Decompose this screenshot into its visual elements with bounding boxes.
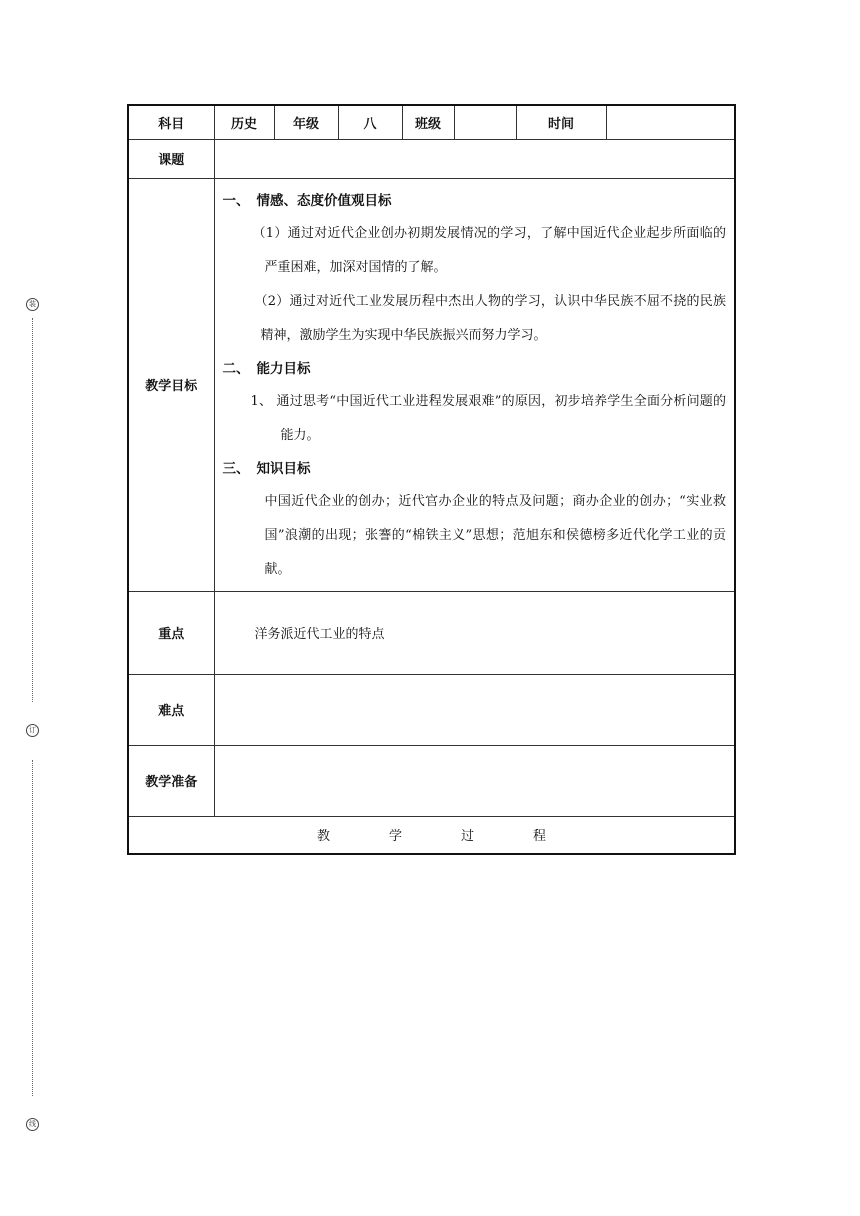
objectives-content [214, 178, 735, 591]
difficulty-value [214, 674, 735, 745]
objective-paragraph: （2）通过对近代工业发展历程中杰出人物的学习，认识中华民族不屈不挠的民族精神，激励学生为实现中华民族振兴而努力学习。 [254, 293, 726, 343]
grade-value: 八 [338, 105, 402, 139]
focus-row [128, 591, 735, 674]
section-title: 二、 能力目标 [222, 360, 311, 377]
preparation-row [128, 745, 735, 816]
difficulty-row [128, 674, 735, 745]
topic-row [128, 139, 735, 178]
objectives-label: 教学目标 [128, 178, 214, 591]
section-title: 三、 知识目标 [222, 460, 311, 477]
process-row [128, 816, 735, 854]
topic-label: 课题 [128, 139, 214, 178]
preparation-label: 教学准备 [128, 745, 214, 816]
subject-value: 历史 [214, 105, 274, 139]
time-value [606, 105, 735, 139]
focus-label: 重点 [128, 591, 214, 674]
binding-line [32, 318, 33, 702]
focus-value: 洋务派近代工业的特点 [214, 591, 735, 674]
time-label: 时间 [516, 105, 606, 139]
grade-label: 年级 [274, 105, 338, 139]
process-heading: 教 学 过 程 [128, 816, 735, 854]
class-value [454, 105, 516, 139]
section-title: 一、 情感、态度价值观目标 [222, 192, 392, 209]
binding-hole-icon: 线 [26, 1118, 39, 1131]
objective-paragraph: 中国近代企业的创办；近代官办企业的特点及问题；商办企业的创办；“实业救国”浪潮的出现；张謇的“棉铁主义”思想；范旭东和侯德榜多近代化学工业的贡献。 [264, 493, 726, 577]
binding-hole-icon: 订 [26, 724, 39, 737]
difficulty-label: 难点 [128, 674, 214, 745]
header-row [128, 105, 735, 139]
class-label: 班级 [402, 105, 454, 139]
binding-hole-icon: 装 [26, 298, 39, 311]
preparation-value [214, 745, 735, 816]
objective-paragraph: （1）通过对近代企业创办初期发展情况的学习，了解中国近代企业起步所面临的严重困难，加深对国情的了解。 [252, 225, 726, 275]
objective-paragraph: 1、 通过思考“中国近代工业进程发展艰难”的原因，初步培养学生全面分析问题的能力。 [250, 393, 726, 443]
lesson-plan-table [127, 104, 736, 855]
binding-line [32, 760, 33, 1096]
subject-label: 科目 [128, 105, 214, 139]
objectives-row [128, 178, 735, 591]
topic-value [214, 139, 735, 178]
